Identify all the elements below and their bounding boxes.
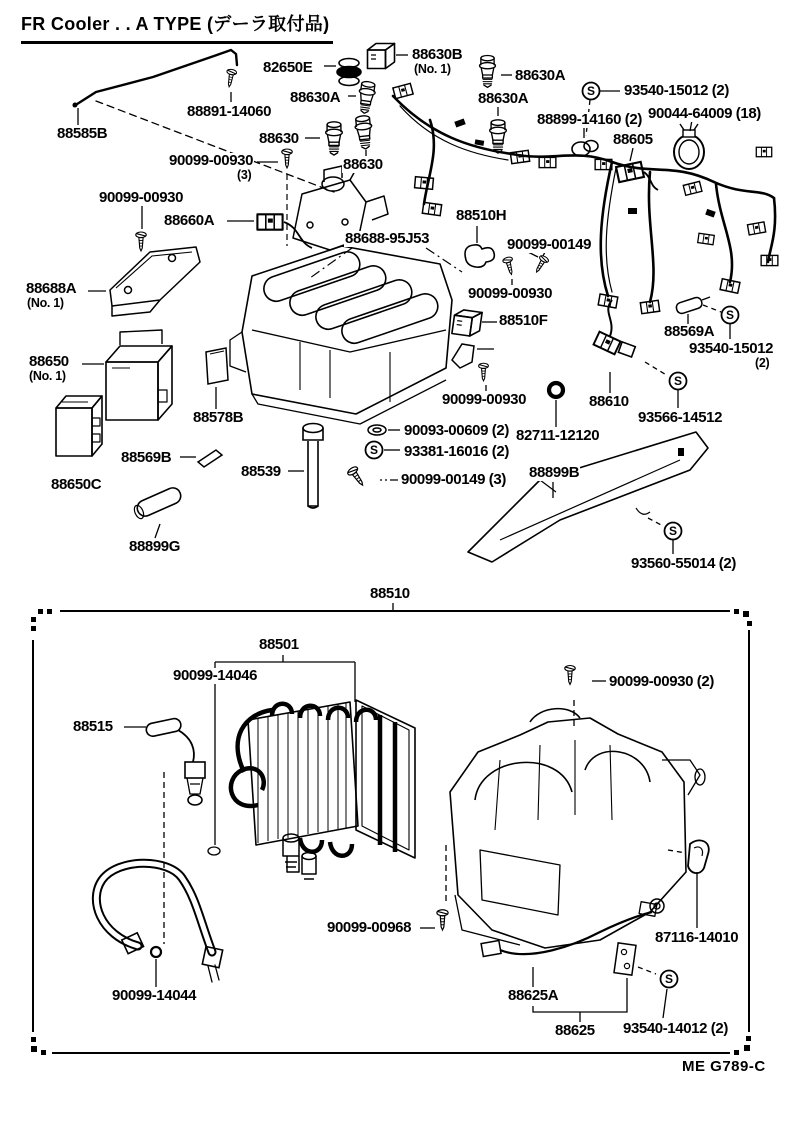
part-number: 88510 (370, 585, 410, 602)
part-label-88569B (120, 450, 172, 466)
part-label-88660A (163, 213, 215, 229)
part-number: 88605 (613, 131, 653, 148)
part-number: 93540-15012 (689, 340, 774, 357)
part-label-88650C (50, 477, 102, 493)
page-title: FR Cooler . . A TYPE (デーラ取付品) (21, 14, 333, 44)
drawing-code: ME G789-C (682, 1058, 766, 1075)
part-number: 88660A (164, 212, 215, 229)
part-number: 88578B (193, 409, 244, 426)
part-label-88578B (192, 410, 244, 426)
part-number: 88899G (129, 538, 180, 555)
part-number: 90099-00149 (507, 236, 592, 253)
part-number: 88569A (664, 323, 715, 340)
part-number-note: (2) (755, 355, 770, 370)
part-number: 88610 (589, 393, 629, 410)
part-number: 88688A (26, 280, 77, 297)
part-label-90044-64009 (647, 106, 762, 122)
part-label-82650E (262, 60, 313, 76)
part-number: 88891-14060 (187, 103, 272, 120)
part-number: 93540-14012 (2) (623, 1020, 728, 1037)
part-number: 88569B (121, 449, 172, 466)
part-label-93381-16016 (403, 444, 510, 460)
part-number: 88625A (508, 987, 559, 1004)
part-number: 90099-00930 (99, 189, 184, 206)
part-number: 88650C (51, 476, 102, 493)
part-number: 82650E (263, 59, 313, 76)
part-label-88585B (56, 126, 108, 142)
part-number: 88630A (478, 90, 529, 107)
part-label-90099-00930-a (98, 190, 184, 206)
part-number-note: (No. 1) (27, 295, 64, 310)
part-number: 88625 (555, 1022, 595, 1039)
part-label-90099-00930-3 (168, 153, 254, 182)
part-number: 88501 (259, 636, 299, 653)
part-number: 90099-14046 (173, 667, 258, 684)
part-label-88569A (663, 324, 715, 340)
part-label-90099-14046 (172, 668, 258, 684)
part-number: 90099-00930 (468, 285, 553, 302)
part-label-93540-14012 (622, 1021, 729, 1037)
part-label-88630-2 (342, 157, 384, 173)
part-label-88501 (258, 637, 300, 653)
part-number: 87116-14010 (655, 929, 739, 946)
part-label-90099-14044 (111, 988, 197, 1004)
part-number: 90099-00930 (2) (609, 673, 714, 690)
part-label-88610 (588, 394, 630, 410)
part-number: 88515 (73, 718, 113, 735)
part-label-88688A (25, 281, 77, 310)
part-label-88688-95J53 (344, 231, 430, 247)
part-label-88539 (240, 464, 282, 480)
part-label-88510 (369, 586, 411, 602)
part-number: 90099-00968 (327, 919, 412, 936)
part-label-90099-00930-b (467, 286, 553, 302)
part-label-93540-15012-b (688, 341, 774, 370)
part-label-88899G (128, 539, 181, 555)
part-number: 93566-14512 (638, 409, 723, 426)
part-number: 90099-14044 (112, 987, 197, 1004)
part-label-90093-00609 (403, 423, 510, 439)
part-number: 93560-55014 (2) (631, 555, 736, 572)
part-number-note: (No. 1) (414, 61, 451, 76)
part-label-88630A-2 (289, 90, 341, 106)
part-number: 88899-14160 (2) (537, 111, 642, 128)
standard-part-symbol: S (369, 443, 379, 458)
part-label-82711-12120 (515, 428, 600, 444)
part-label-90099-00930-c (441, 392, 527, 408)
part-label-88625A (507, 988, 559, 1004)
part-label-88510H (455, 208, 507, 224)
standard-part-symbol: S (586, 84, 596, 99)
part-label-88899B (528, 465, 580, 481)
part-number: 88688-95J53 (345, 230, 430, 247)
part-number: 88630 (343, 156, 383, 173)
part-label-93566-14512 (637, 410, 723, 426)
part-number: 93540-15012 (2) (624, 82, 729, 99)
part-number: 88630A (515, 67, 566, 84)
part-number: 90093-00609 (2) (404, 422, 509, 439)
part-label-88899-14160 (536, 112, 643, 128)
part-number: 90044-64009 (18) (648, 105, 761, 122)
part-number: 88630B (412, 46, 463, 63)
part-number: 88539 (241, 463, 281, 480)
part-label-90099-00930-2 (608, 674, 715, 690)
part-number: 88899B (529, 464, 580, 481)
part-number: 88510H (456, 207, 507, 224)
part-number-note: (3) (237, 167, 252, 182)
part-label-88605 (612, 132, 654, 148)
standard-part-symbol: S (673, 374, 683, 389)
part-number: 88630A (290, 89, 341, 106)
standard-part-symbol: S (664, 972, 674, 987)
part-number: 88585B (57, 125, 108, 142)
part-number: 88650 (29, 353, 69, 370)
standard-part-symbol: S (668, 524, 678, 539)
part-number: 90099-00930 (442, 391, 527, 408)
part-label-88650 (28, 354, 70, 383)
part-label-88625 (554, 1023, 596, 1039)
part-label-90099-00149-a (506, 237, 592, 253)
part-number: 88630 (259, 130, 299, 147)
part-label-88891-14060 (186, 104, 272, 120)
part-label-87116-14010 (654, 930, 739, 946)
part-number: 90099-00149 (3) (401, 471, 506, 488)
part-label-88630A-3 (477, 91, 529, 107)
part-label-88630B (411, 47, 463, 76)
part-number: 93381-16016 (2) (404, 443, 509, 460)
part-label-90099-00968 (326, 920, 412, 936)
part-label-88630A-1 (514, 68, 566, 84)
part-label-90099-00149-3 (400, 472, 507, 488)
part-number: 90099-00930 (169, 152, 254, 169)
part-number: 82711-12120 (516, 427, 600, 444)
part-label-88630-1 (258, 131, 300, 147)
part-number: 88510F (499, 312, 548, 329)
part-label-93540-15012-a (623, 83, 730, 99)
part-label-88510F (498, 313, 548, 329)
part-number-note: (No. 1) (29, 368, 66, 383)
part-label-93560-55014 (630, 556, 737, 572)
part-label-88515 (72, 719, 114, 735)
standard-part-symbol: S (725, 308, 735, 323)
